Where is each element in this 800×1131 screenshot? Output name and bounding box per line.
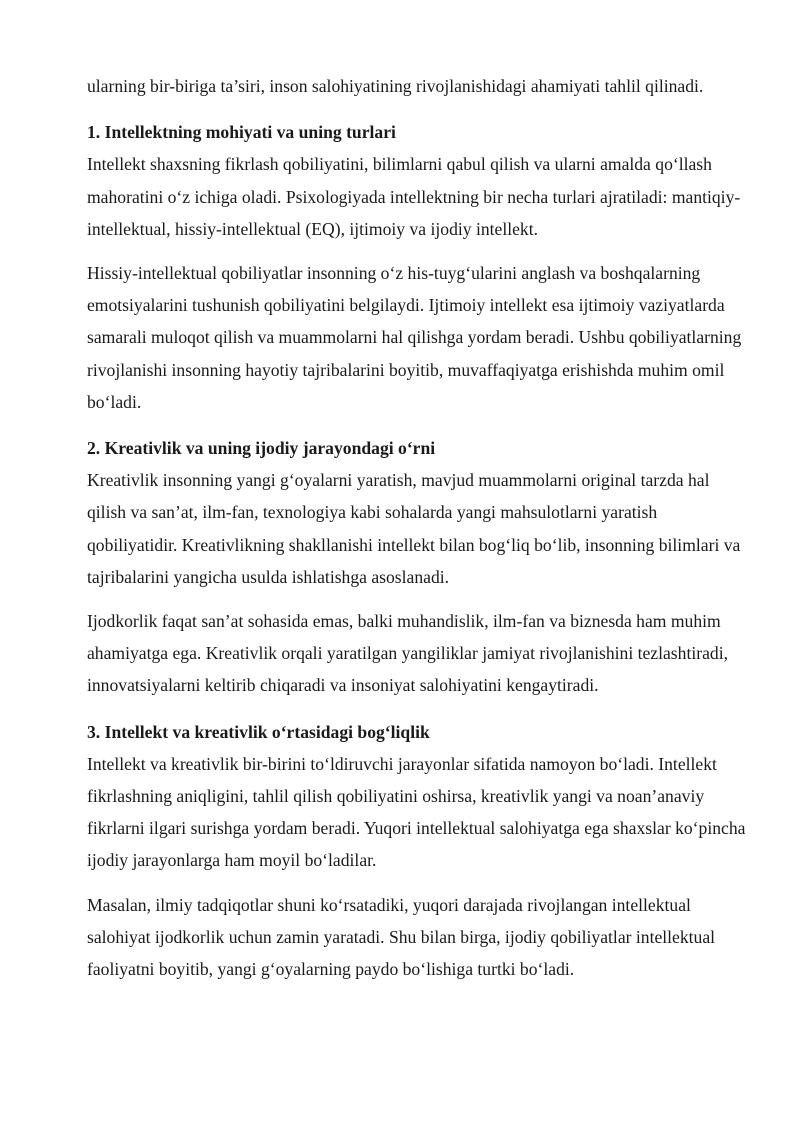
section-1-paragraph-2: Hissiy-intellektual qobiliyatlar insonning o‘z his-tuyg‘ularini anglash va boshqalarning emotsiyalarini tushunish qobiliyatini belgilaydi. Ijtimoiy intellekt esa ijtimoiy vaziyatlarda samarali muloqot qilish va muammolarni hal qilishga yordam beradi. Ushbu qobiliyatlarning rivojlanishi insonning hayotiy tajribalarini boyitib, muvaffaqiyatga erishishda muhim omil bo‘ladi. [87, 263, 742, 412]
section-3-paragraph-2: Masalan, ilmiy tadqiqotlar shuni ko‘rsatadiki, yuqori darajada rivojlangan intellektual salohiyat ijodkorlik uchun zamin yaratadi. Shu bilan birga, ijodiy qobiliyatlar intellektual faoliyatni boyitib, yangi g‘oyalarning paydo bo‘lishiga turtki bo‘ladi. [87, 894, 716, 980]
intro-paragraph: ularning bir-biriga ta’siri, inson salohiyatining rivojlanishidagi ahamiyati tahlil qilinadi. [87, 76, 704, 96]
section-2-paragraph-1: Kreativlik insonning yangi g‘oyalarni yaratish, mavjud muammolarni original tarzda hal qilish va san’at, ilm-fan, texnologiya kabi sohalarda yangi mahsulotlarni yaratish qobiliyatidir. Kreativlikning shakllanishi intellekt bilan bog‘liq bo‘lib, insonning bilimlari va tajribalarini yangicha usulda ishlatishga asoslanadi. [87, 470, 741, 587]
section-2-paragraph-2: Ijodkorlik faqat san’at sohasida emas, balki muhandislik, ilm-fan va biznesda ham muhim ahamiyatga ega. Kreativlik orqali yaratilgan yangiliklar jamiyat rivojlanishini tezlashtiradi, innovatsiyalarni keltirib chiqaradi va insoniyat salohiyatini kengaytiradi. [87, 611, 728, 696]
section-heading-3: 3. Intellekt va kreativlik o‘rtasidagi bog‘liqlik [87, 721, 430, 742]
section-1-paragraph-1: Intellekt shaxsning fikrlash qobiliyatini, bilimlarni qabul qilish va ularni amalda qo‘llash mahoratini o‘z ichiga oladi. Psixologiyada intellektning bir necha turlari ajratiladi: mantiqiy-intellektual, hissiy-intellektual (EQ), ijtimoiy va ijodiy intellekt. [87, 154, 741, 239]
document-page [87, 70, 747, 985]
section-3-paragraph-1: Intellekt va kreativlik bir-birini to‘ldiruvchi jarayonlar sifatida namoyon bo‘ladi. Intellekt fikrlashning aniqligini, tahlil qilish qobiliyatini oshirsa, kreativlik yangi va noan’anaviy fikrlarni ilgari surishga yordam beradi. Yuqori intellektual salohiyatga ega shaxslar ko‘pincha ijodiy jarayonlarga ham moyil bo‘ladilar. [87, 753, 746, 871]
section-heading-2: 2. Kreativlik va uning ijodiy jarayondagi o‘rni [87, 438, 436, 459]
section-heading-1: 1. Intellektning mohiyati va uning turlari [87, 122, 396, 143]
